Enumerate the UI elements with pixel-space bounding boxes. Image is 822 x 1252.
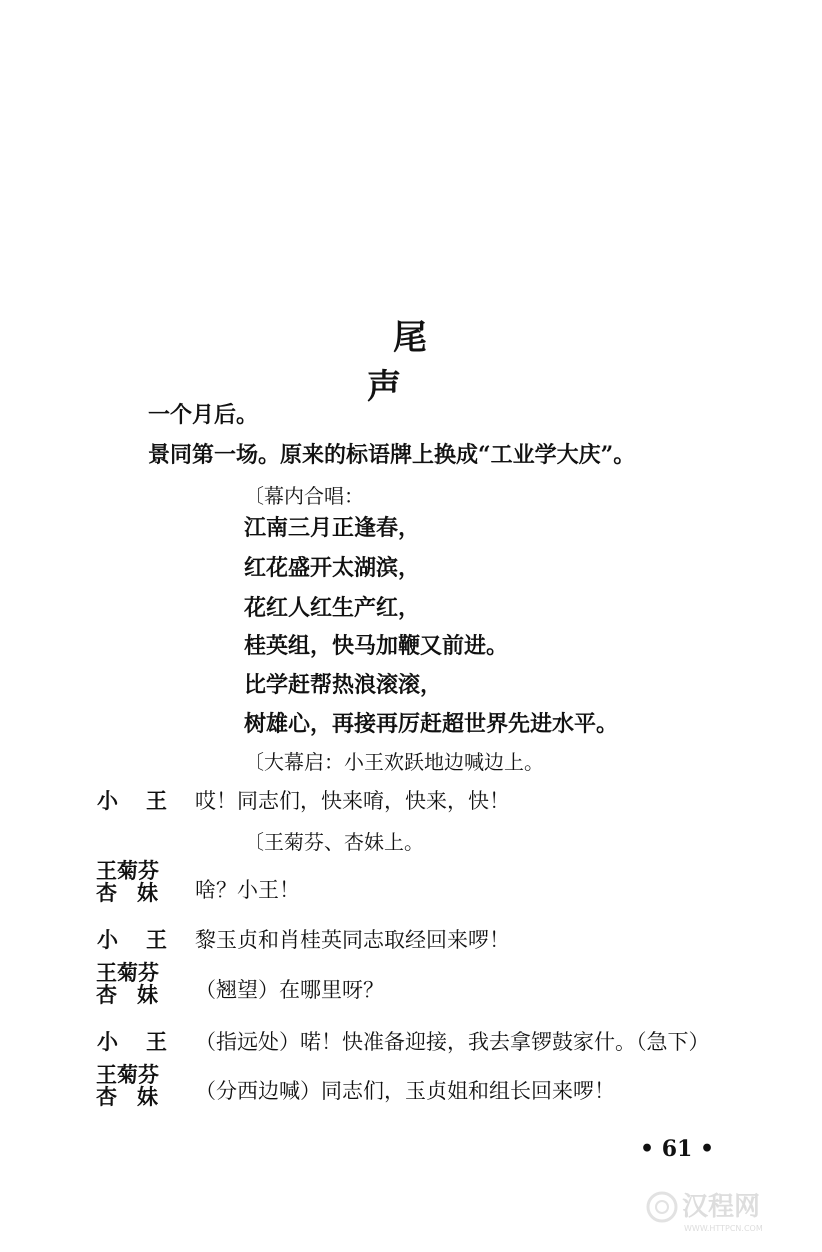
watermark-swirl-icon xyxy=(648,1193,676,1221)
song-line: 树雄心，再接再厉赶超世界先进水平。 xyxy=(244,711,619,737)
speaker-pair xyxy=(96,860,178,904)
intro-line: 景同第一场。原来的标语牌上换成“工业学大庆”。 xyxy=(148,442,636,468)
speaker-pair xyxy=(96,1064,178,1108)
curtain-cue: 〔大幕启：小王欢跃地边喊边上。 xyxy=(244,750,544,774)
speech-line: 哎！同志们，快来唷，快来，快！ xyxy=(195,789,510,813)
speech-line: （分西边喊）同志们，玉贞姐和组长回来啰！ xyxy=(195,1079,615,1103)
intro-line: 一个月后。 xyxy=(148,402,259,428)
song-line: 红花盛开太湖滨， xyxy=(244,555,421,581)
watermark-url: WWW.HTTPCN.COM xyxy=(684,1224,763,1233)
song-line: 花红人红生产红， xyxy=(244,595,421,621)
speaker-label: 王菊芬 xyxy=(96,1062,159,1087)
chapter-title: 尾 声 xyxy=(367,318,565,407)
speaker-label: 小王 xyxy=(97,788,195,813)
speaker-pair xyxy=(96,962,178,1006)
speech-line: （翘望）在哪里呀？ xyxy=(195,978,384,1002)
speech-line: （指远处）喏！快准备迎接，我去拿锣鼓家什。（急下） xyxy=(195,1030,710,1054)
speaker-label: 杏妹 xyxy=(96,982,178,1007)
speech-line: 啥？小王！ xyxy=(195,878,300,902)
speaker-label: 杏妹 xyxy=(96,880,178,905)
watermark-brand: 汉程网 xyxy=(682,1192,761,1222)
speaker-label: 王菊芬 xyxy=(96,960,159,985)
song-line: 比学赶帮热浪滚滚， xyxy=(244,672,443,698)
song-line: 江南三月正逢春， xyxy=(244,515,421,541)
speaker-label: 小王 xyxy=(97,927,195,952)
chorus-cue: 〔幕内合唱： xyxy=(244,484,364,508)
page-number: • 61 • xyxy=(640,1136,715,1162)
speaker-label: 王菊芬 xyxy=(96,858,159,883)
speaker-label: 杏妹 xyxy=(96,1084,178,1109)
watermark-logo xyxy=(640,1185,810,1235)
song-line: 桂英组，快马加鞭又前进。 xyxy=(244,633,509,659)
speaker-label: 小王 xyxy=(97,1029,195,1054)
speech-line: 黎玉贞和肖桂英同志取经回来啰！ xyxy=(195,928,510,952)
stage-direction: 〔王菊芬、杏妹上。 xyxy=(244,830,424,854)
